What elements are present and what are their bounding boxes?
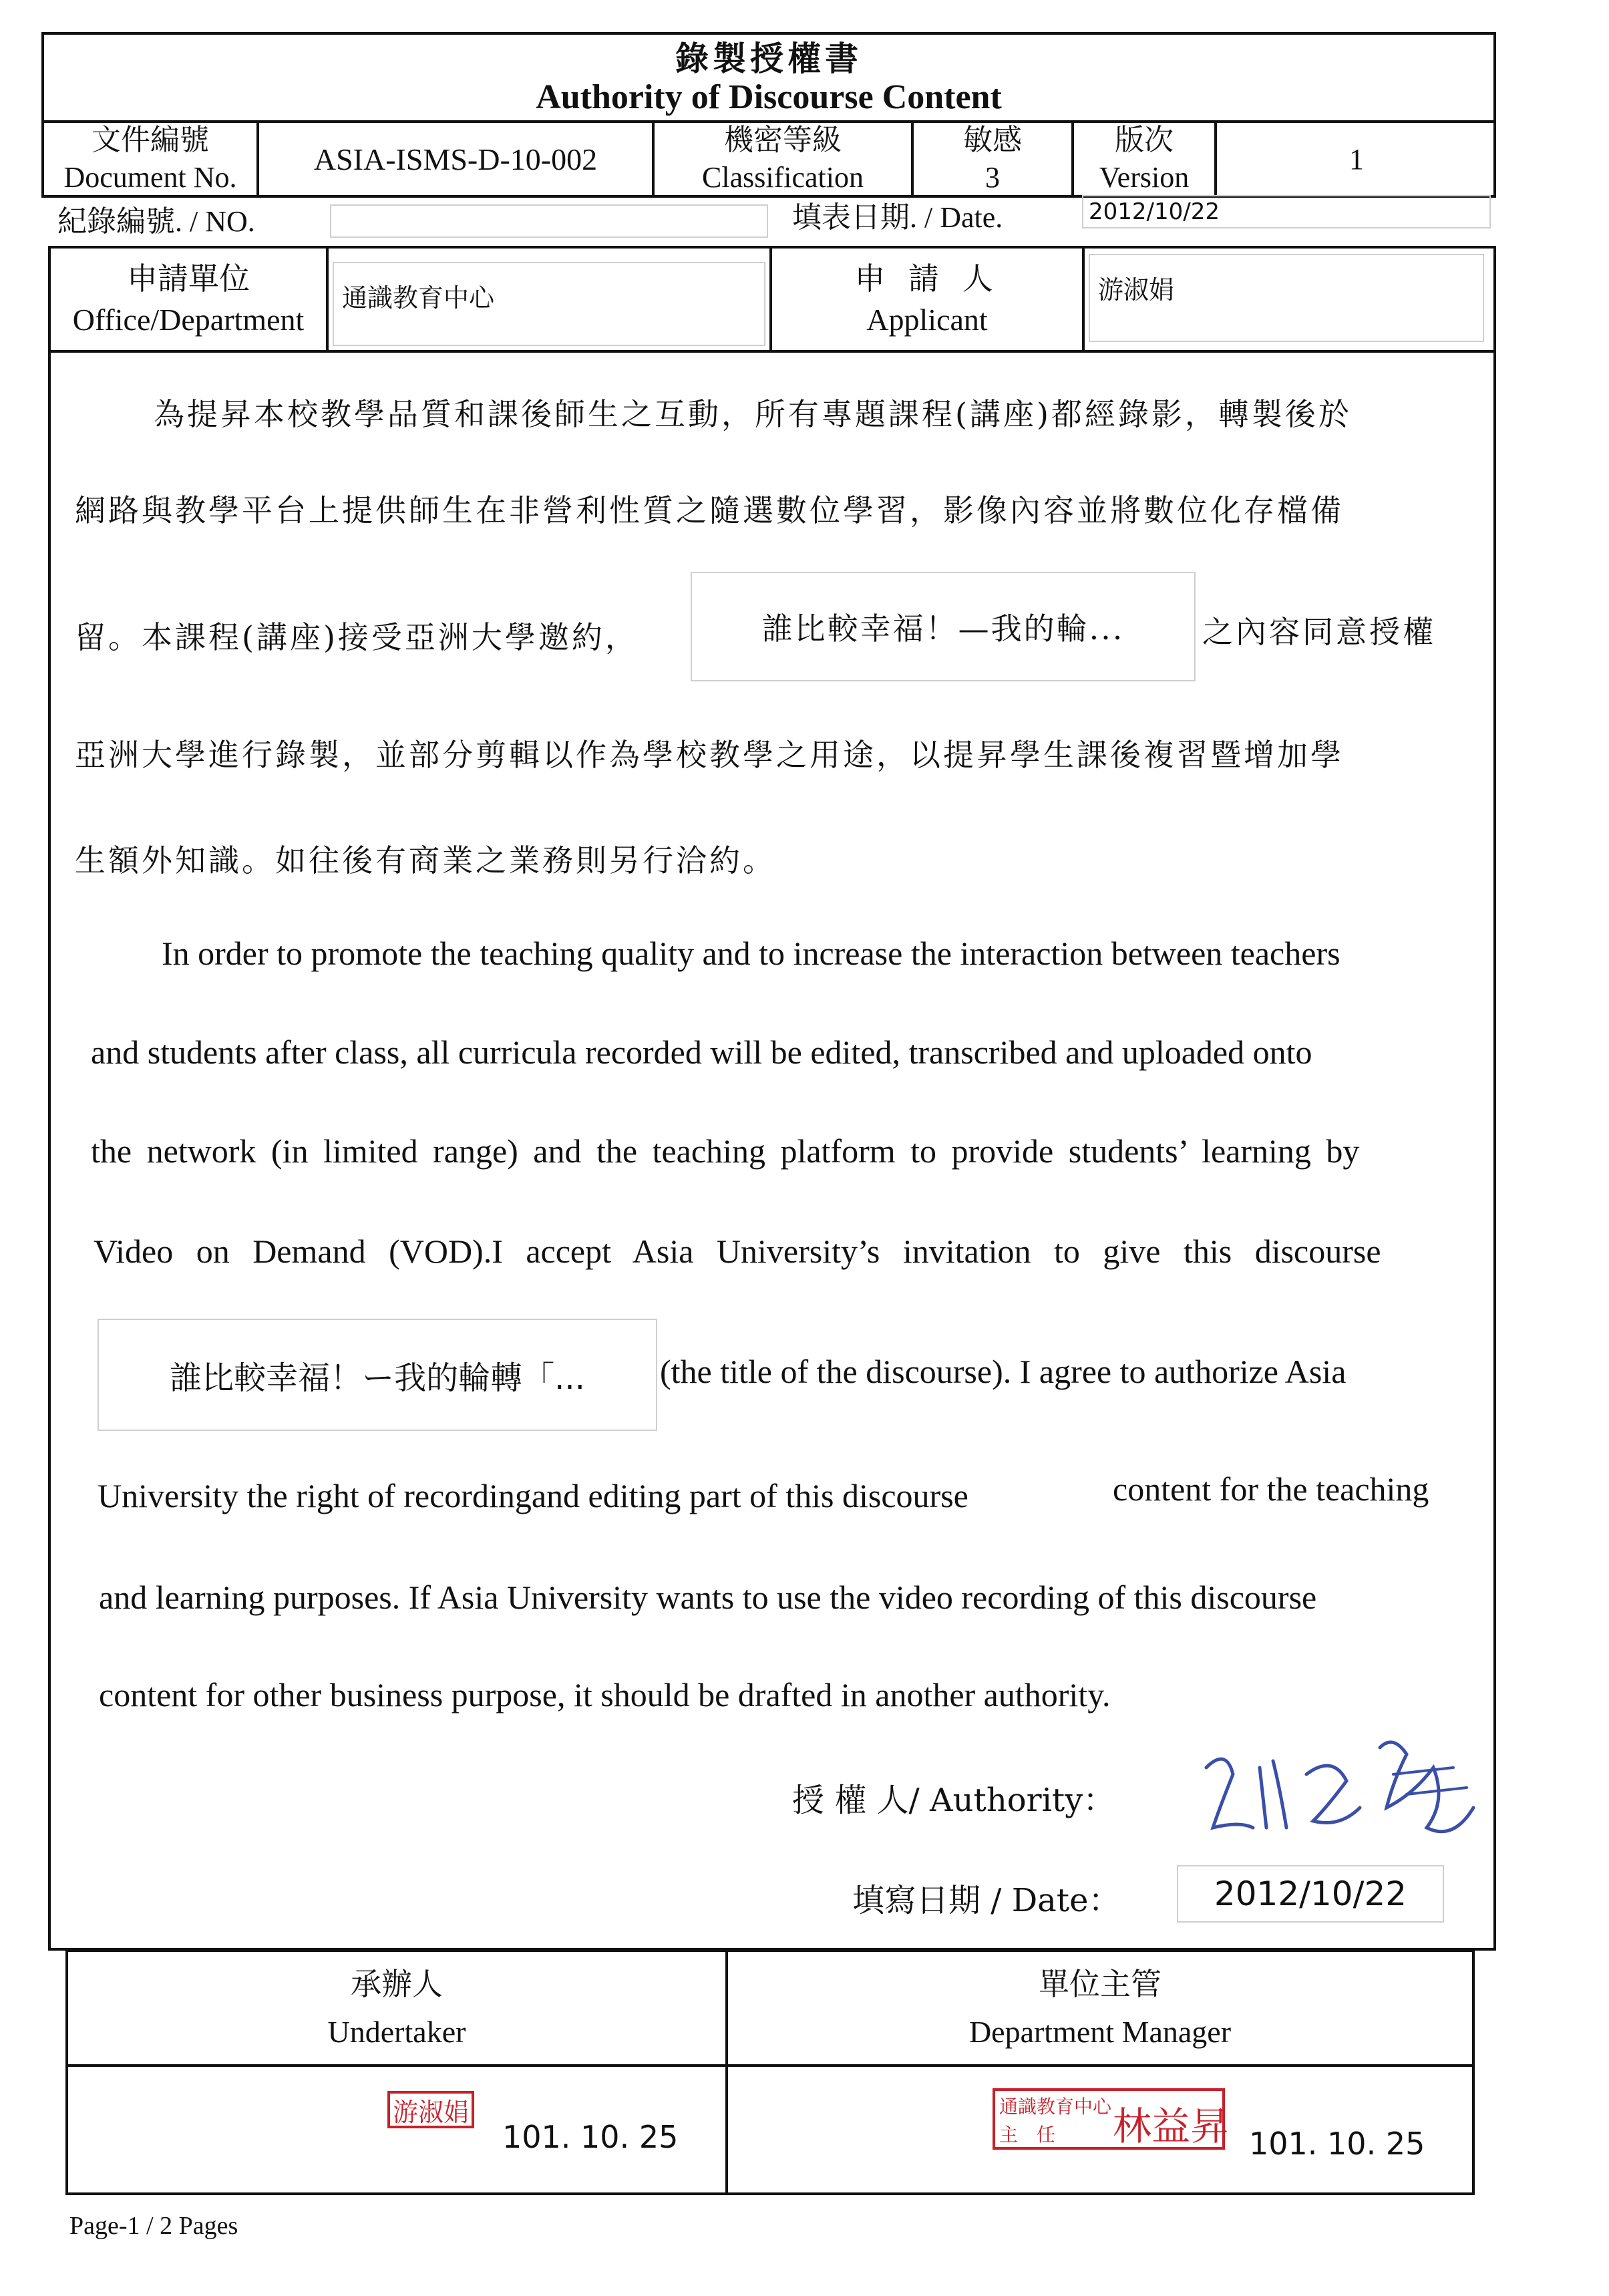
applicant-row-bottom — [48, 350, 1496, 353]
manager-seal-name: 林益昇 — [1113, 2104, 1230, 2149]
body-zh-line-2: 網路與教學平台上提供師生在非營利性質之隨選數位學習，影像內容並將數位化存檔備 — [75, 492, 1344, 528]
body-zh-line-3b: 之內容同意授權 — [1202, 614, 1436, 650]
sensitivity-label: 敏感 — [963, 123, 1022, 157]
body-en-line-6b: content for the teaching — [1113, 1470, 1429, 1508]
body-en-line-6a: University the right of recordingand editing part of this discourse — [98, 1477, 968, 1514]
form-date-field[interactable]: 2012/10/22 — [1082, 195, 1491, 228]
docno-value: ASIA-ISMS-D-10-002 — [313, 142, 598, 176]
body-zh-line-1: 為提昇本校教學品質和課後師生之互動，所有專題課程(講座)都經錄影，轉製後於 — [154, 396, 1352, 432]
signature-stroke-2 — [1260, 1761, 1286, 1828]
undertaker-date: 101. 10. 25 — [502, 2119, 679, 2155]
office-field[interactable]: 通識教育中心 — [333, 262, 765, 346]
applicant-label-zh: 申 請 人 — [854, 261, 1000, 297]
version-value: 1 — [1349, 142, 1364, 176]
handwritten-signature — [1193, 1728, 1487, 1854]
applicant-field[interactable]: 游淑娟 — [1089, 254, 1484, 342]
classification-label-zh: 機密等級 — [724, 123, 842, 157]
body-zh-line-3a: 留。本課程(講座)接受亞洲大學邀約， — [75, 619, 639, 655]
docno-label — [44, 122, 256, 196]
office-label-en: Office/Department — [72, 303, 305, 337]
approval-divider-horizontal — [65, 2064, 1475, 2067]
manager-seal — [993, 2088, 1230, 2150]
applicant-label-en: Applicant — [866, 303, 988, 337]
applicant-divider-1 — [326, 246, 329, 353]
docno-label-zh: 文件編號 — [92, 123, 209, 157]
zh-discourse-title-field[interactable]: 誰比較幸福！—我的輪... — [691, 572, 1196, 681]
manager-header — [728, 1952, 1472, 2064]
signature-stroke-3 — [1306, 1766, 1360, 1822]
record-no-label: 紀錄編號. / NO. — [57, 205, 255, 238]
manager-label-en: Department Manager — [968, 2015, 1232, 2049]
sensitivity-value: 3 — [985, 161, 1000, 194]
body-zh-line-5: 生額外知識。如往後有商業之業務則另行洽約。 — [75, 842, 776, 878]
record-no-field[interactable] — [330, 204, 768, 238]
signature-stroke-4 — [1380, 1742, 1473, 1832]
signature-stroke-1 — [1206, 1759, 1253, 1828]
manager-seal-line-2: 主 任 — [999, 2124, 1056, 2146]
docno-label-en: Document No. — [63, 161, 237, 194]
body-en-line-8: content for other business purpose, it should be drafted in another authority. — [99, 1676, 1111, 1713]
authority-label: 授 權 人/ Authority： — [792, 1782, 1115, 1819]
sensitivity-cell — [914, 122, 1071, 196]
body-en-line-2: and students after class, all curricula recorded will be edited, transcribed and uploaded onto — [91, 1033, 1312, 1071]
title-zh: 錄製授權書 — [675, 39, 862, 78]
undertaker-header — [68, 1952, 725, 2064]
page-number: Page-1 / 2 Pages — [69, 2212, 238, 2240]
undertaker-label-zh: 承辦人 — [351, 1966, 443, 2002]
body-zh-line-4: 亞洲大學進行錄製，並部分剪輯以作為學校教學之用途，以提昇學生課後複習暨增加學 — [75, 737, 1344, 773]
manager-seal-line-1: 通識教育中心 — [999, 2096, 1112, 2118]
body-en-line-1: In order to promote the teaching quality and to increase the interaction between teachers — [162, 935, 1340, 972]
body-en-line-4: Video on Demand (VOD).I accept Asia University’s invitation to give this discourse — [94, 1233, 1381, 1270]
body-en-line-3: the network (in limited range) and the teaching platform to provide students’ learning by — [91, 1132, 1360, 1170]
manager-date: 101. 10. 25 — [1249, 2126, 1425, 2162]
undertaker-seal: 游淑娟 — [387, 2091, 474, 2128]
classification-label-en: Classification — [702, 161, 864, 194]
sign-date-label: 填寫日期 / Date： — [852, 1882, 1121, 1919]
version-label-zh: 版次 — [1115, 123, 1174, 157]
version-label — [1074, 122, 1214, 196]
applicant-divider-3 — [1082, 246, 1085, 353]
body-en-line-5b: (the title of the discourse). I agree to authorize Asia — [660, 1353, 1347, 1390]
body-en-line-7: and learning purposes. If Asia University wants to use the video recording of this discourse — [99, 1579, 1317, 1616]
office-label-zh: 申請單位 — [127, 261, 250, 297]
office-label — [51, 249, 326, 350]
undertaker-label-en: Undertaker — [327, 2015, 466, 2049]
en-discourse-title-field[interactable]: 誰比較幸福！ー我的輪轉「... — [98, 1319, 657, 1431]
applicant-label — [772, 249, 1082, 350]
manager-label-zh: 單位主管 — [1039, 1966, 1161, 2002]
title-en: Authority of Discourse Content — [536, 77, 1002, 116]
form-date-label: 填表日期. / Date. — [792, 201, 1003, 234]
classification-label — [655, 122, 911, 196]
version-label-en: Version — [1099, 161, 1190, 194]
sign-date-field[interactable]: 2012/10/22 — [1177, 1865, 1444, 1923]
